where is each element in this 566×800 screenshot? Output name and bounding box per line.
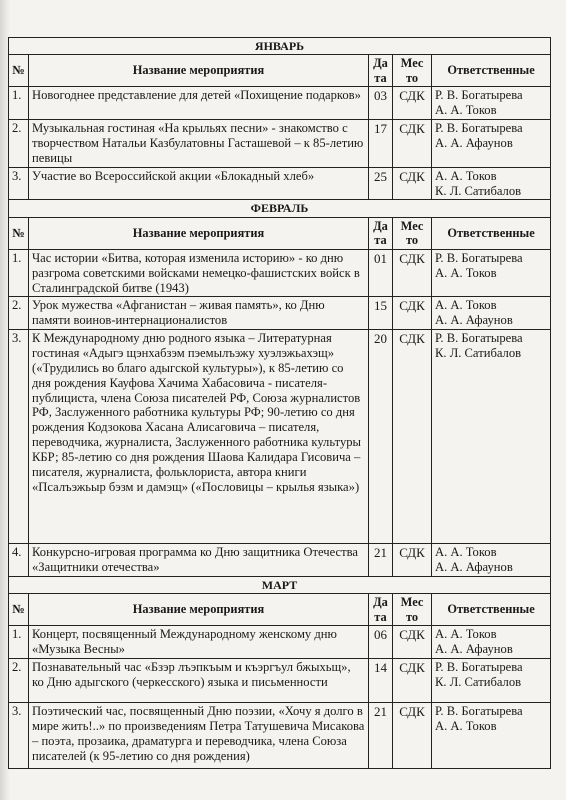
event-number: 3.: [9, 167, 29, 200]
event-row: [9, 87, 551, 120]
event-row: [9, 330, 551, 544]
header-date: Да та: [369, 594, 393, 626]
header-responsible: Ответственные: [432, 217, 551, 249]
month-row: [9, 576, 551, 593]
header-event-name: Название мероприятия: [29, 594, 369, 626]
event-date: 14: [369, 658, 393, 702]
header-event-name: Название мероприятия: [29, 217, 369, 249]
month-title: МАРТ: [9, 576, 551, 593]
event-number: 4.: [9, 544, 29, 577]
header-number: №: [9, 55, 29, 87]
event-row: [9, 249, 551, 297]
event-number: 2.: [9, 297, 29, 330]
event-name: Урок мужества «Афганистан – живая память», ко Дню памяти воинов-интернационалистов: [29, 297, 369, 330]
header-number: №: [9, 594, 29, 626]
event-place: СДК: [393, 167, 432, 200]
event-date: 17: [369, 120, 393, 168]
event-date: 20: [369, 330, 393, 544]
event-name: Конкурсно-игровая программа ко Дню защитника Отечества «Защитники отечества»: [29, 544, 369, 577]
responsible-person: Р. В. Богатырева: [435, 88, 523, 103]
responsible-person: А. А. Токов: [435, 168, 497, 183]
header-place: Мес то: [393, 594, 432, 626]
responsible-person: Р. В. Богатырева: [435, 703, 523, 718]
event-date: 06: [369, 626, 393, 659]
event-number: 1.: [9, 626, 29, 659]
event-date: 03: [369, 87, 393, 120]
event-row: [9, 702, 551, 768]
event-row: [9, 626, 551, 659]
responsible-person: А. А. Токов: [435, 103, 497, 118]
event-responsible: [432, 167, 551, 200]
column-header-row: [9, 594, 551, 626]
month-title: ЯНВАРЬ: [9, 38, 551, 55]
event-name: К Международному дню родного языка – Литературная гостиная «Адыгэ щэнхабзэм пэемылъэжу хуэлэжьахэщ» («Трудились во благо адыгской культуры»), к 85-летию со дня рождения Кауфова Хачима Хабасовича - писателя-публициста, члена Союза писателей РФ, Союза журналистов РФ, Заслуженного работника культуры РФ; 90-летию со дня рождения Кодзокова Хасана Алисаговича – писателя, переводчика, журналиста, Заслуженного работника культуры КБР; 85-летию со дня рождения Шаова Калидара Гисовича – писателя, журналиста, фольклориста, автора книги «Псалъэжьыр бэзм и дамэщ» («Пословицы – крылья языка»): [29, 330, 369, 544]
event-name: Час истории «Битва, которая изменила историю» - ко дню разгрома советскими войсками немецко-фашистских войск в Сталинградской битве (1943): [29, 249, 369, 297]
responsible-person: К. Л. Сатибалов: [435, 345, 522, 360]
header-place: Мес то: [393, 217, 432, 249]
event-responsible: [432, 544, 551, 577]
header-number: №: [9, 217, 29, 249]
responsible-person: А. А. Токов: [435, 627, 497, 642]
event-name: Музыкальная гостиная «На крыльях песни» - знакомство с творчеством Натальи Казбулатовны Гасташевой – к 85-летию певицы: [29, 120, 369, 168]
column-header-row: [9, 55, 551, 87]
event-name: Познавательный час «Бзэр лъэпкъым и къэргъул бжыхьщ», ко Дню адыгского (черкесского) языка и письменности: [29, 658, 369, 702]
responsible-person: К. Л. Сатибалов: [435, 674, 522, 689]
event-responsible: [432, 297, 551, 330]
schedule-body: [9, 38, 551, 769]
events-schedule-table: [8, 37, 551, 769]
event-row: [9, 297, 551, 330]
responsible-person: Р. В. Богатырева: [435, 250, 523, 265]
event-place: СДК: [393, 626, 432, 659]
event-number: 1.: [9, 87, 29, 120]
event-responsible: [432, 87, 551, 120]
header-event-name: Название мероприятия: [29, 55, 369, 87]
event-place: СДК: [393, 702, 432, 768]
event-responsible: [432, 658, 551, 702]
responsible-person: А. А. Афаунов: [435, 642, 513, 657]
event-number: 2.: [9, 658, 29, 702]
event-responsible: [432, 330, 551, 544]
event-date: 25: [369, 167, 393, 200]
responsible-person: А. А. Токов: [435, 265, 497, 280]
event-row: [9, 120, 551, 168]
event-responsible: [432, 120, 551, 168]
header-date: Да та: [369, 217, 393, 249]
responsible-person: А. А. Афаунов: [435, 313, 513, 328]
column-header-row: [9, 217, 551, 249]
event-date: 21: [369, 702, 393, 768]
header-place: Мес то: [393, 55, 432, 87]
header-responsible: Ответственные: [432, 594, 551, 626]
event-place: СДК: [393, 658, 432, 702]
event-date: 21: [369, 544, 393, 577]
responsible-person: К. Л. Сатибалов: [435, 183, 522, 198]
event-row: [9, 167, 551, 200]
event-number: 1.: [9, 249, 29, 297]
event-name: Новогоднее представление для детей «Похищение подарков»: [29, 87, 369, 120]
event-number: 3.: [9, 330, 29, 544]
event-responsible: [432, 249, 551, 297]
event-place: СДК: [393, 297, 432, 330]
month-row: [9, 200, 551, 217]
responsible-person: Р. В. Богатырева: [435, 331, 523, 346]
month-title: ФЕВРАЛЬ: [9, 200, 551, 217]
header-responsible: Ответственные: [432, 55, 551, 87]
event-place: СДК: [393, 120, 432, 168]
event-responsible: [432, 626, 551, 659]
responsible-person: А. А. Токов: [435, 298, 497, 313]
responsible-person: А. А. Афаунов: [435, 135, 513, 150]
event-place: СДК: [393, 87, 432, 120]
responsible-person: А. А. Афаунов: [435, 559, 513, 574]
responsible-person: Р. В. Богатырева: [435, 659, 523, 674]
event-responsible: [432, 702, 551, 768]
event-place: СДК: [393, 544, 432, 577]
event-row: [9, 544, 551, 577]
event-name: Концерт, посвященный Международному женскому дню «Музыка Весны»: [29, 626, 369, 659]
event-number: 3.: [9, 702, 29, 768]
event-date: 01: [369, 249, 393, 297]
event-number: 2.: [9, 120, 29, 168]
header-date: Да та: [369, 55, 393, 87]
event-name: Участие во Всероссийской акции «Блокадный хлеб»: [29, 167, 369, 200]
event-place: СДК: [393, 330, 432, 544]
responsible-person: Р. В. Богатырева: [435, 121, 523, 136]
event-place: СДК: [393, 249, 432, 297]
month-row: [9, 38, 551, 55]
responsible-person: А. А. Токов: [435, 718, 497, 733]
event-row: [9, 658, 551, 702]
responsible-person: А. А. Токов: [435, 545, 497, 560]
event-name: Поэтический час, посвященный Дню поэзии, «Хочу я долго в мире жить!..» по произведениям Петра Татушевича Мисакова – поэта, прозаика, драматурга и переводчика, члена Союза писателей (к 95-летию со дня рождения): [29, 702, 369, 768]
event-date: 15: [369, 297, 393, 330]
